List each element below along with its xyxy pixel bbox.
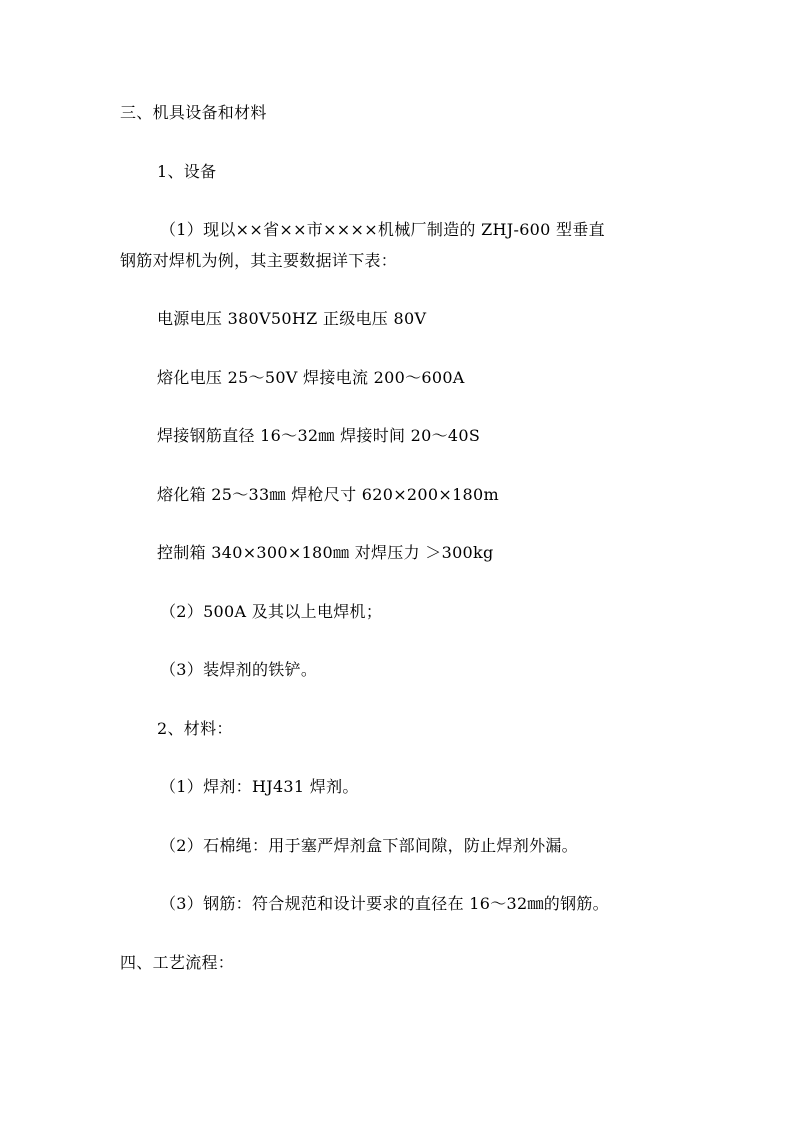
section-heading-equipment-materials: 三、机具设备和材料 [120,103,267,122]
paragraph-item2: （2）500A 及其以上电焊机； [160,602,383,621]
paragraph-material-3: （3）钢筋：符合规范和设计要求的直径在 16～32㎜的钢筋。 [160,894,609,913]
paragraph-item3: （3）装焊剂的铁铲。 [160,660,318,679]
subheading-materials: 2、材料： [157,719,233,738]
spec-row-2: 熔化电压 25～50V 焊接电流 200～600A [157,368,465,387]
spec-row-4: 熔化箱 25～33㎜ 焊枪尺寸 620×200×180m [157,485,499,504]
paragraph-material-1: （1）焊剂：HJ431 焊剂。 [160,777,359,796]
paragraph-item1-line2: 钢筋对焊机为例，其主要数据详下表： [120,251,398,270]
paragraph-material-2: （2）石棉绳：用于塞严焊剂盒下部间隙，防止焊剂外漏。 [160,836,578,855]
paragraph-item1-line1: （1）现以××省××市××××机械厂制造的 ZHJ-600 型垂直 [160,220,605,239]
section-heading-process-flow: 四、工艺流程： [120,953,235,972]
spec-row-1: 电源电压 380V50HZ 正级电压 80V [157,309,427,328]
spec-row-5: 控制箱 340×300×180㎜ 对焊压力 ＞300kg [157,543,494,562]
subheading-equipment: 1、设备 [157,162,217,181]
spec-row-3: 焊接钢筋直径 16～32㎜ 焊接时间 20～40S [157,426,481,445]
